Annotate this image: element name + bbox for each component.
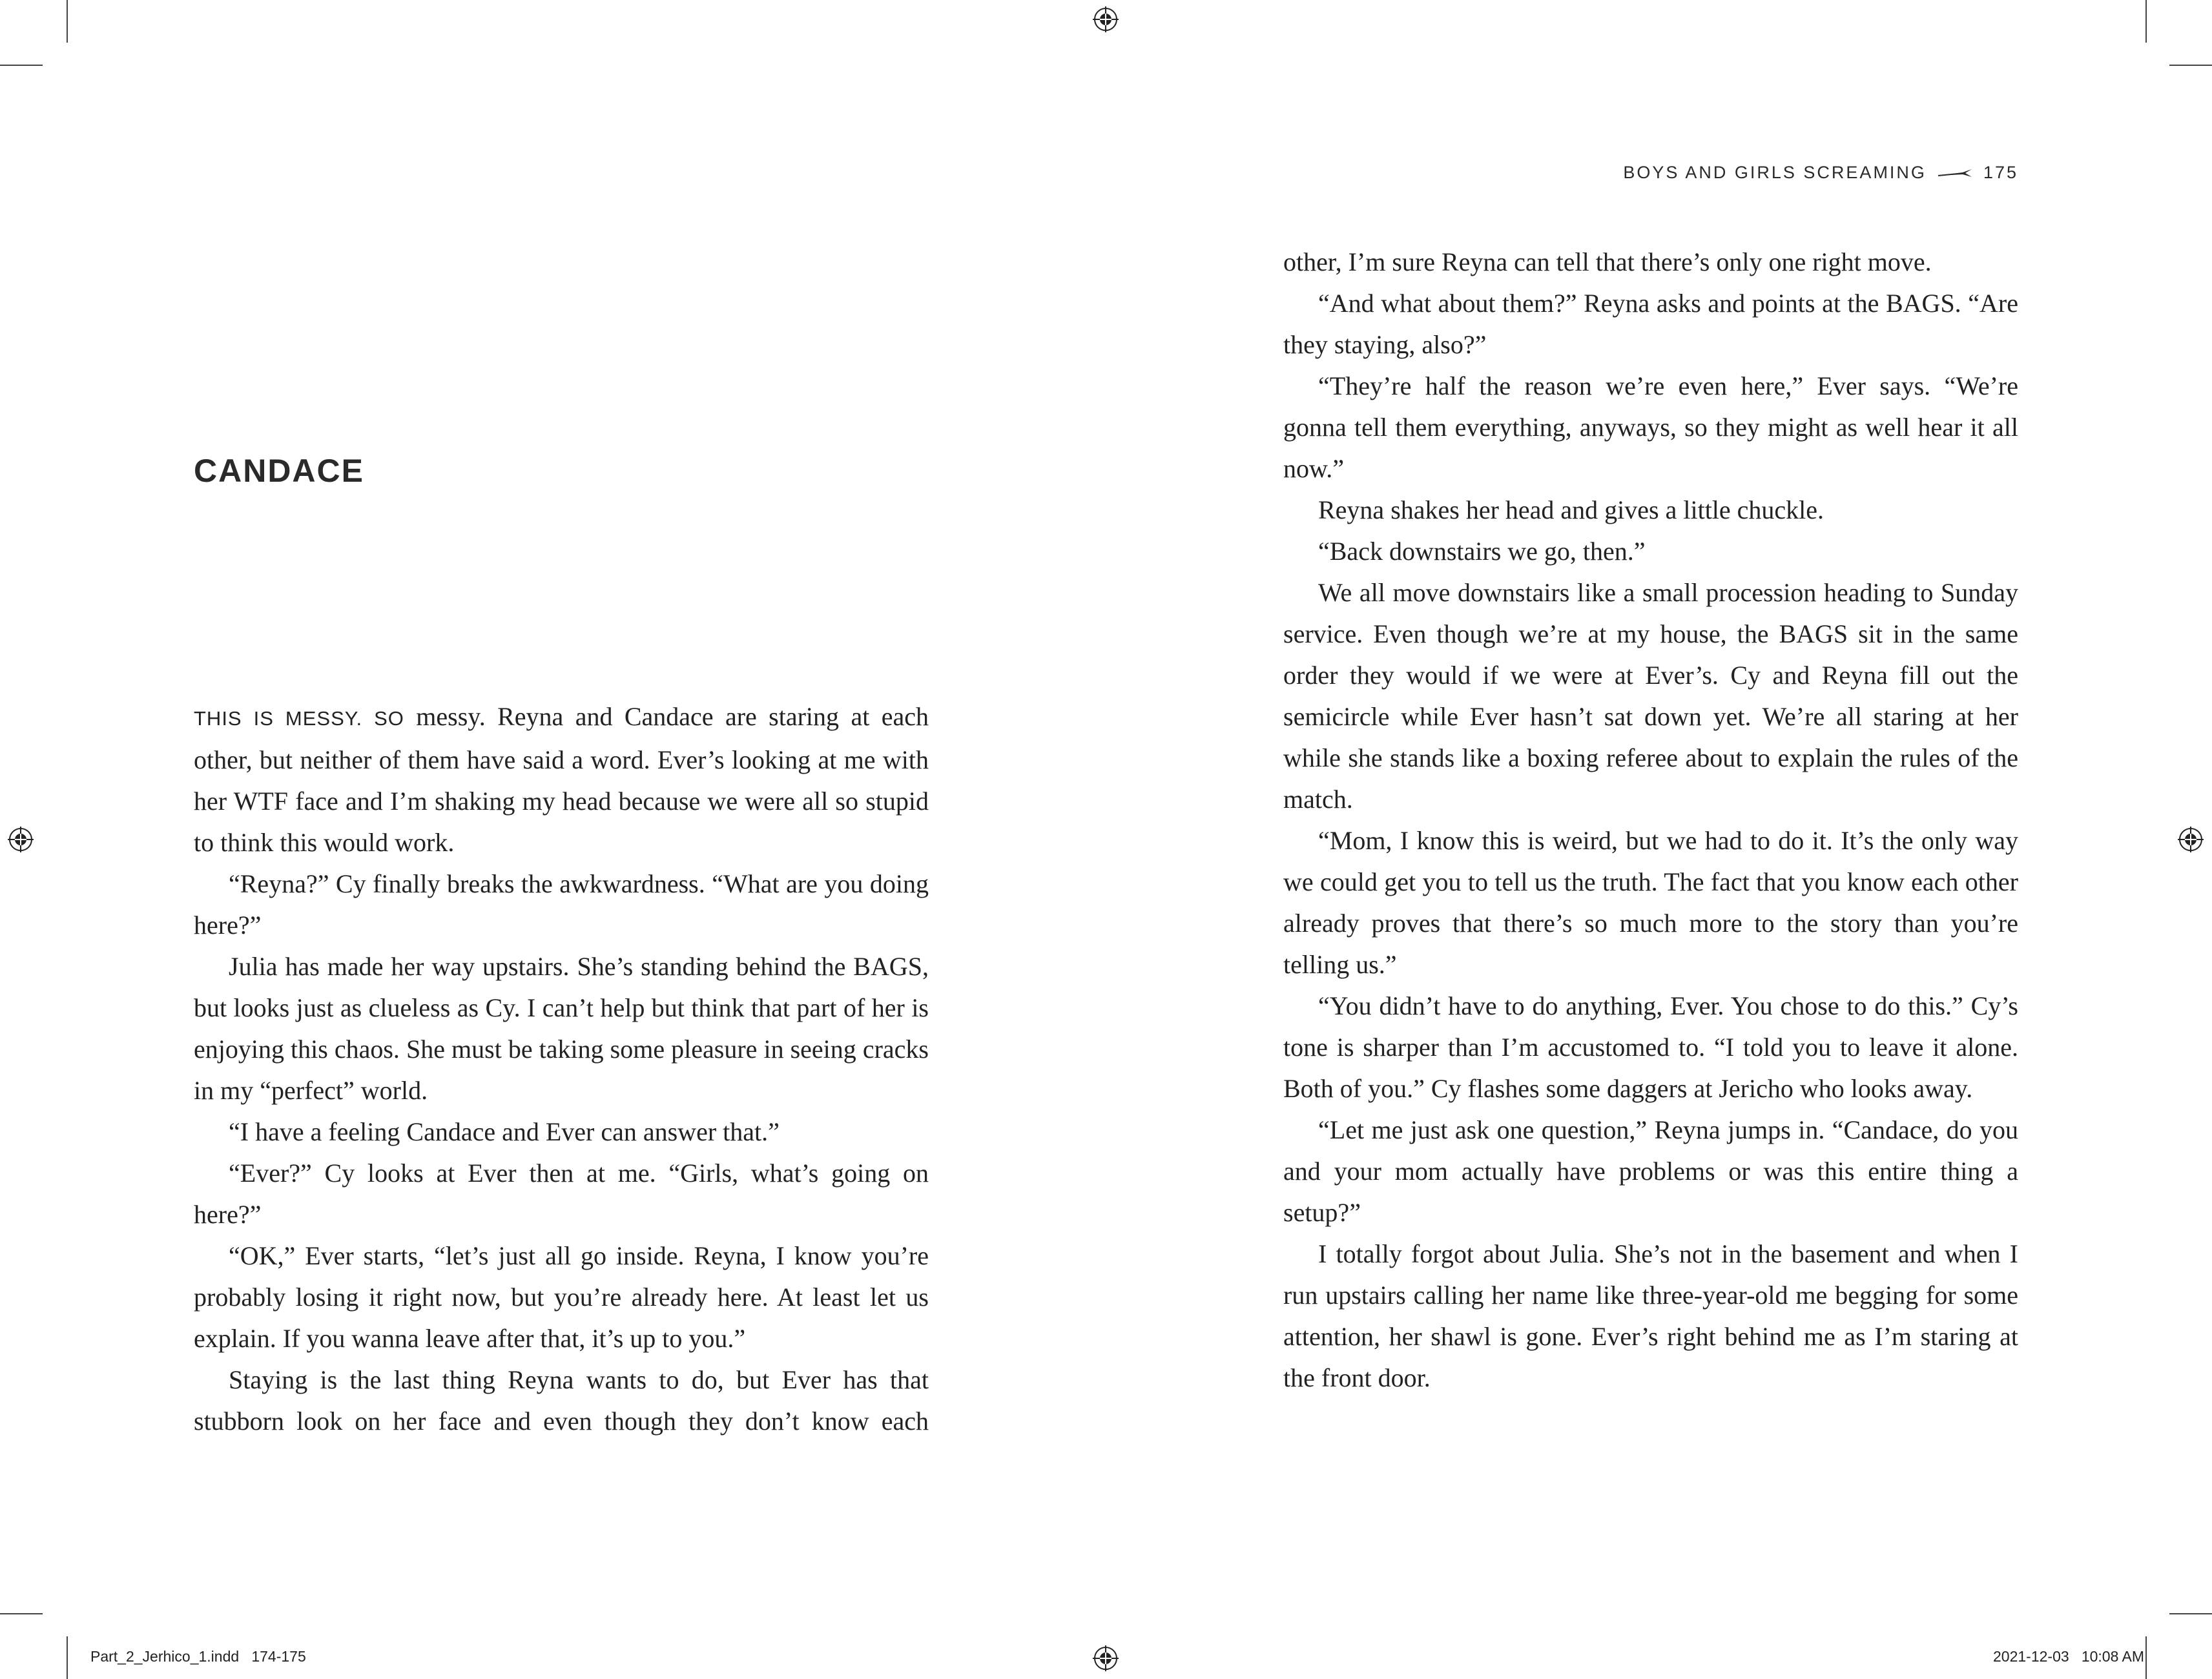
crop-mark-right-bottom: [2169, 1613, 2212, 1614]
registration-target-icon: [2178, 827, 2204, 852]
left-text-column: [194, 696, 929, 1442]
paragraph: “You didn’t have to do anything, Ever. You chose to do this.” Cy’s tone is sharper than I’m accustomed to. “I told you to leave it alone. Both of you.” Cy flashes some daggers at Jericho who looks away.: [1283, 991, 2018, 1103]
arrow-ornament-icon: [1937, 167, 1973, 180]
running-head-title: BOYS AND GIRLS SCREAMING: [1623, 163, 1927, 182]
paragraph: I totally forgot about Julia. She’s not in the basement and when I run upstairs calling her name like three-year-old me begging for some attention, her shawl is gone. Ever’s right behind me as I’m staring at the front door.: [1283, 1239, 2018, 1392]
paragraph: “They’re half the reason we’re even here,” Ever says. “We’re gonna tell them everything, anyways, so they might as well hear it all now.”: [1283, 371, 2018, 483]
paragraph: “Reyna?” Cy finally breaks the awkwardness. “What are you doing here?”: [194, 869, 929, 940]
paragraph: “Let me just ask one question,” Reyna jumps in. “Candace, do you and your mom actually have problems or was this entire thing a setup?”: [1283, 1115, 2018, 1227]
right-text-column: [1283, 242, 2018, 1399]
crop-mark-bottom-right: [2145, 1636, 2147, 1679]
paragraph: Julia has made her way upstairs. She’s standing behind the BAGS, but looks just as clueless as Cy. I can’t help but think that part of her is enjoying this chaos. She must be taking some pleasure in seeing cracks in my “perfect” world.: [194, 952, 929, 1105]
registration-target-icon: [8, 827, 34, 852]
opening-paragraph: [194, 696, 929, 863]
lead-in-smallcaps: THIS IS MESSY. SO: [194, 707, 404, 730]
crop-mark-left-bottom: [0, 1613, 43, 1614]
slug-timestamp: 2021-12-03 10:08 AM: [1993, 1648, 2144, 1665]
crop-mark-top-left: [67, 0, 68, 43]
paragraph: “And what about them?” Reyna asks and points at the BAGS. “Are they staying, also?”: [1283, 289, 2018, 359]
crop-mark-bottom-left: [67, 1636, 68, 1679]
running-head: [1623, 163, 2018, 183]
slug-file-name: Part_2_Jerhico_1.indd 174-175: [90, 1648, 306, 1665]
paragraph: Reyna shakes her head and gives a little chuckle.: [1318, 495, 1824, 524]
paragraph: “Ever?” Cy looks at Ever then at me. “Girls, what’s going on here?”: [194, 1159, 929, 1229]
paragraph: “Back downstairs we go, then.”: [1318, 537, 1646, 566]
paragraph: Staying is the last thing Reyna wants to do, but Ever has that stubborn look on her face and even though they don’t know each: [194, 1365, 929, 1436]
opening-paragraph-text: messy. Reyna and Candace are staring at each other, but neither of them have said a word. Ever’s looking at me with her WTF face and I’m shaking my head because we were all so stupid to think this would work.: [194, 702, 929, 857]
crop-mark-right-top: [2169, 65, 2212, 66]
paragraph: “OK,” Ever starts, “let’s just all go inside. Reyna, I know you’re probably losing it right now, but you’re already here. At least let us explain. If you wanna leave after that, it’s up to you.”: [194, 1241, 929, 1353]
registration-target-icon: [1093, 1645, 1119, 1671]
paragraph: We all move downstairs like a small procession heading to Sunday service. Even though we’re at my house, the BAGS sit in the same order they would if we were at Ever’s. Cy and Reyna fill out the semicircle while Ever hasn’t sat down yet. We’re all staring at her while she stands like a boxing referee about to explain the rules of the match.: [1283, 578, 2018, 814]
registration-target-icon: [1093, 6, 1119, 32]
crop-mark-top-right: [2145, 0, 2147, 43]
paragraph: “I have a feeling Candace and Ever can answer that.”: [229, 1117, 780, 1146]
paragraph: “Mom, I know this is weird, but we had to do it. It’s the only way we could get you to tell us the truth. The fact that you know each other already proves that there’s so much more to the story than you’re telling us.”: [1283, 826, 2018, 979]
continued-paragraph: other, I’m sure Reyna can tell that there’s only one right move.: [1283, 247, 1932, 276]
page-number: 175: [1983, 163, 2018, 182]
chapter-title: CANDACE: [194, 453, 364, 489]
crop-mark-left-top: [0, 65, 43, 66]
